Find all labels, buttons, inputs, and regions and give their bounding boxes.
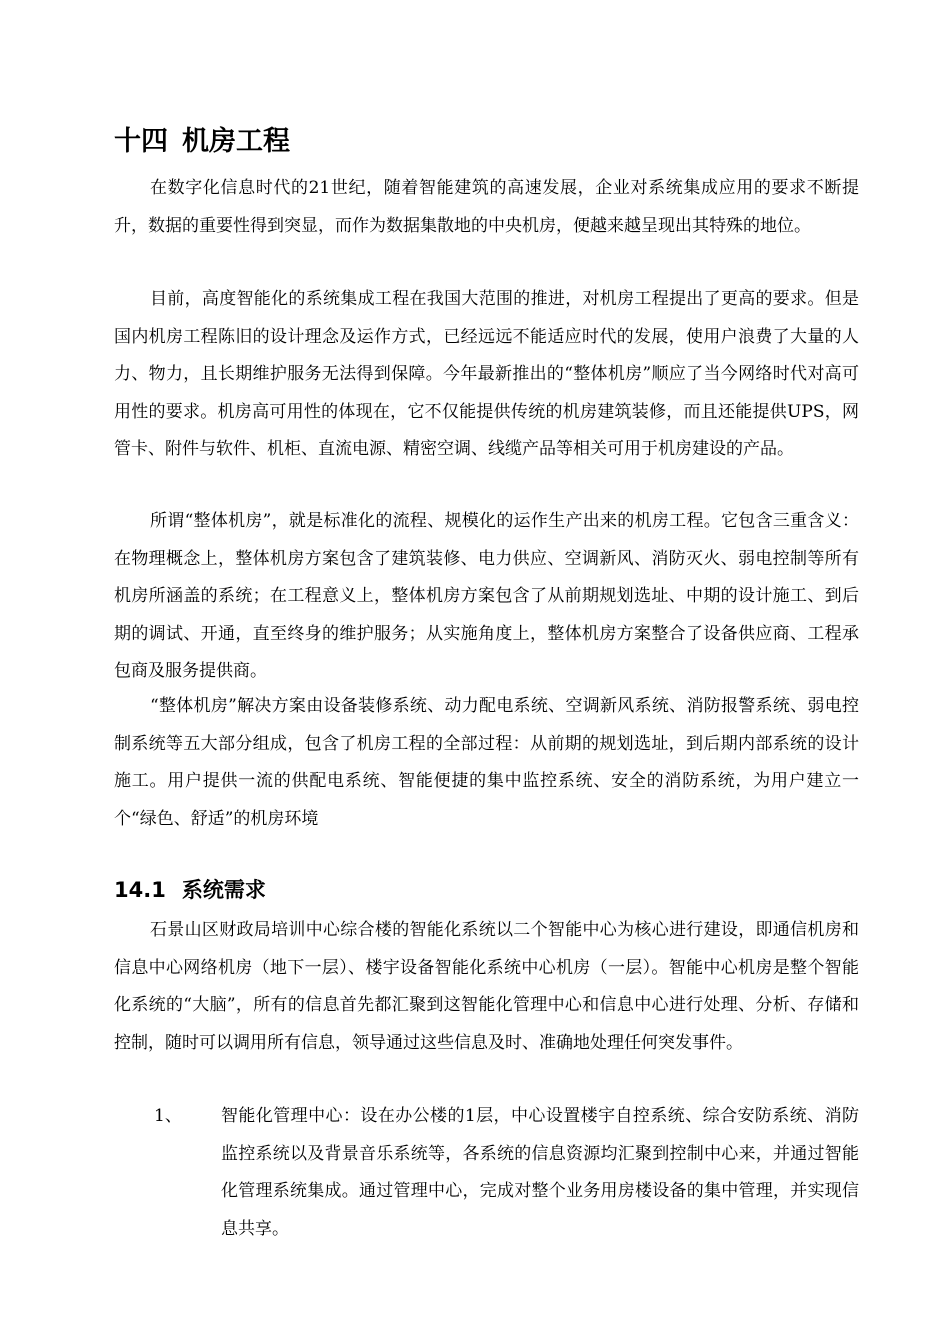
section-paragraph-3: 所谓“整体机房”，就是标准化的流程、规模化的运作生产出来的机房工程。它包含三重含义：在物理概念上，整体机房方案包含了建筑装修、电力供应、空调新风、消防灭火、弱电控制等所有机房所涵盖的系统；在工程意义上，整体机房方案包含了从前期规划选址、中期的设计施工、到后期的调试、开通，直至终身的维护服务；从实施角度上，整体机房方案整合了设备供应商、工程承包商及服务提供商。 xyxy=(114,511,859,681)
section-paragraph-1: 在数字化信息时代的21世纪，随着智能建筑的高速发展，企业对系统集成应用的要求不断提升，数据的重要性得到突显，而作为数据集散地的中央机房，便越来越呈现出其特殊的地位。 xyxy=(114,178,859,236)
section-heading xyxy=(114,124,290,160)
list-item-marker: 1、 xyxy=(154,1106,182,1126)
subsection-paragraph: 石景山区财政局培训中心综合楼的智能化系统以二个智能中心为核心进行建设，即通信机房和信息中心网络机房（地下一层）、楼宇设备智能化系统中心机房（一层）。智能中心机房是整个智能化系统的“大脑”，所有的信息首先都汇聚到这智能化管理中心和信息中心进行处理、分析、存储和控制，随时可以调用所有信息，领导通过这些信息及时、准确地处理任何突发事件。 xyxy=(114,920,859,1053)
subsection-heading xyxy=(114,874,266,906)
section-title: 机房工程 xyxy=(182,126,290,157)
subsection-number: 14.1 xyxy=(114,878,166,902)
section-paragraph-2: 目前，高度智能化的系统集成工程在我国大范围的推进，对机房工程提出了更高的要求。但是国内机房工程陈旧的设计理念及运作方式，已经远远不能适应时代的发展，使用户浪费了大量的人力、物力，且长期维护服务无法得到保障。今年最新推出的“整体机房”顺应了当今网络时代对高可用性的要求。机房高可用性的体现在，它不仅能提供传统的机房建筑装修，而且还能提供UPS，网管卡、附件与软件、机柜、直流电源、精密空调、线缆产品等相关可用于机房建设的产品。 xyxy=(114,289,859,459)
section-number: 十四 xyxy=(114,126,168,157)
list-item-text: 智能化管理中心：设在办公楼的1层，中心设置楼宇自控系统、综合安防系统、消防监控系统以及背景音乐系统等，各系统的信息资源均汇聚到控制中心来，并通过智能化管理系统集成。通过管理中心，完成对整个业务用房楼设备的集中管理，并实现信息共享。 xyxy=(221,1106,859,1239)
subsection-title: 系统需求 xyxy=(181,878,266,902)
list-item xyxy=(114,1098,859,1248)
section-paragraph-4: “整体机房”解决方案由设备装修系统、动力配电系统、空调新风系统、消防报警系统、弱电控制系统等五大部分组成，包含了机房工程的全部过程：从前期的规划选址，到后期内部系统的设计施工。用户提供一流的供配电系统、智能便捷的集中监控系统、安全的消防系统，为用户建立一个“绿色、舒适”的机房环境 xyxy=(114,696,859,829)
